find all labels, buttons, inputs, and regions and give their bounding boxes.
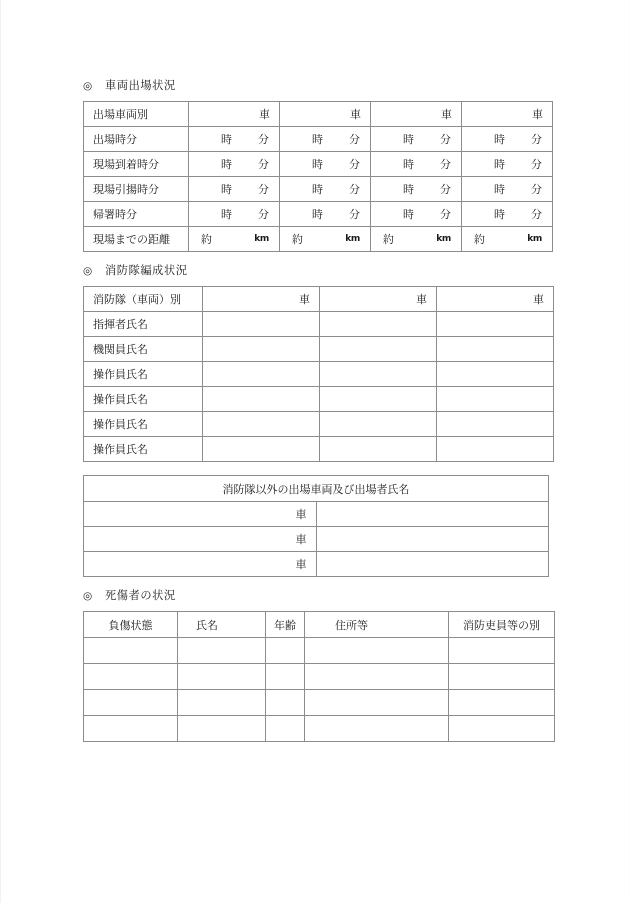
column-header-injury-state xyxy=(84,612,178,638)
minute-glyph: 分 xyxy=(349,183,360,196)
commander-name-input-3[interactable] xyxy=(437,312,554,337)
vehicle-marker-2: 車 xyxy=(295,533,307,546)
vehicle-marker-2: 車 xyxy=(416,293,427,306)
operator-name-input-2-3[interactable] xyxy=(437,387,554,412)
minute-glyph: 分 xyxy=(440,133,451,146)
row-label-operator-name-4: 操作員氏名 xyxy=(93,443,148,456)
table-header-row xyxy=(84,612,555,638)
time-pair xyxy=(280,131,370,147)
vehicle-marker-3: 車 xyxy=(533,293,544,306)
hour-glyph: 時 xyxy=(403,208,414,221)
distance-cell-1[interactable] xyxy=(189,227,280,252)
vehicle-marker-1: 車 xyxy=(259,108,270,121)
vehicle-cell-1[interactable] xyxy=(189,102,280,127)
hour-glyph: 時 xyxy=(494,133,505,146)
minute-glyph: 分 xyxy=(440,208,451,221)
time-pair xyxy=(462,156,552,172)
withdrawal-time-cell-3[interactable] xyxy=(371,177,462,202)
casualty-injury-state-input-3[interactable] xyxy=(84,690,178,716)
row-label-operator-name-3: 操作員氏名 xyxy=(93,418,148,431)
return-time-cell-4[interactable] xyxy=(462,202,553,227)
table-row xyxy=(84,437,554,462)
column-header-officer-category xyxy=(449,612,555,638)
casualty-address-input-1[interactable] xyxy=(305,638,449,664)
approx-glyph: 約 xyxy=(474,233,485,246)
withdrawal-time-cell-4[interactable] xyxy=(462,177,553,202)
time-pair xyxy=(189,131,279,147)
time-pair xyxy=(371,156,461,172)
casualty-age-input-3[interactable] xyxy=(266,690,305,716)
table-crew-organization xyxy=(83,286,554,462)
operator-name-input-4-2[interactable] xyxy=(320,437,437,462)
crew-unit-cell-2[interactable] xyxy=(320,287,437,312)
crew-unit-cell-3[interactable] xyxy=(437,287,554,312)
hour-glyph: 時 xyxy=(312,208,323,221)
table-row xyxy=(84,202,553,227)
column-header-label: 消防吏員等の別 xyxy=(463,618,540,632)
hour-glyph: 時 xyxy=(494,183,505,196)
dispatch-time-cell-3[interactable] xyxy=(371,127,462,152)
approx-glyph: 約 xyxy=(201,233,212,246)
other-vehicle-label-cell-2[interactable] xyxy=(84,527,317,552)
operator-name-input-2-2[interactable] xyxy=(320,387,437,412)
casualty-injury-state-input-1[interactable] xyxy=(84,638,178,664)
table-row xyxy=(84,412,554,437)
distance-pair xyxy=(189,231,279,247)
hour-glyph: 時 xyxy=(403,158,414,171)
operator-name-input-1-3[interactable] xyxy=(437,362,554,387)
section-title-text: 車両出場状況 xyxy=(105,79,176,92)
section-heading-casualties xyxy=(83,588,549,604)
table-row xyxy=(84,638,555,664)
row-label-cell xyxy=(84,152,189,177)
casualty-injury-state-input-2[interactable] xyxy=(84,664,178,690)
row-label-distance-to-scene: 現場までの距離 xyxy=(93,233,170,246)
casualty-name-input-1[interactable] xyxy=(178,638,266,664)
vehicle-marker-4: 車 xyxy=(532,108,543,121)
approx-glyph: 約 xyxy=(292,233,303,246)
table-row xyxy=(84,127,553,152)
minute-glyph: 分 xyxy=(258,158,269,171)
table-row xyxy=(84,227,553,252)
column-header-address xyxy=(305,612,449,638)
row-label-operator-name-1: 操作員氏名 xyxy=(93,368,148,381)
hour-glyph: 時 xyxy=(221,158,232,171)
minute-glyph: 分 xyxy=(531,183,542,196)
casualty-injury-state-input-4[interactable] xyxy=(84,716,178,742)
other-vehicle-name-input-3[interactable] xyxy=(316,552,549,577)
time-pair xyxy=(280,181,370,197)
casualty-officer-category-input-2[interactable] xyxy=(449,664,555,690)
return-time-cell-2[interactable] xyxy=(280,202,371,227)
row-label-cell xyxy=(84,287,203,312)
distance-pair xyxy=(462,231,552,247)
column-header-label: 住所等 xyxy=(335,618,368,632)
casualty-address-input-4[interactable] xyxy=(305,716,449,742)
time-pair xyxy=(462,181,552,197)
dispatch-time-cell-1[interactable] xyxy=(189,127,280,152)
other-vehicle-name-input-2[interactable] xyxy=(316,527,549,552)
engineer-name-input-1[interactable] xyxy=(203,337,320,362)
crew-unit-cell-1[interactable] xyxy=(203,287,320,312)
minute-glyph: 分 xyxy=(258,208,269,221)
row-label-dispatch-time: 出場時分 xyxy=(93,133,137,146)
casualty-officer-category-input-3[interactable] xyxy=(449,690,555,716)
other-vehicle-label-cell-1[interactable] xyxy=(84,502,317,527)
column-header-label: 負傷状態 xyxy=(108,618,153,632)
casualty-age-input-4[interactable] xyxy=(266,716,305,742)
vehicle-cell-3[interactable] xyxy=(371,102,462,127)
table-row xyxy=(84,102,553,127)
vehicle-cell-4[interactable] xyxy=(462,102,553,127)
minute-glyph: 分 xyxy=(258,133,269,146)
hour-glyph: 時 xyxy=(221,208,232,221)
arrival-time-cell-3[interactable] xyxy=(371,152,462,177)
section-title-text: 消防隊編成状況 xyxy=(105,264,188,277)
time-pair xyxy=(371,181,461,197)
operator-name-input-1-1[interactable] xyxy=(203,362,320,387)
operator-name-input-3-2[interactable] xyxy=(320,412,437,437)
row-label-cell xyxy=(84,102,189,127)
table-row xyxy=(84,716,555,742)
dispatch-time-cell-2[interactable] xyxy=(280,127,371,152)
section-title-text: 死傷者の状況 xyxy=(105,589,176,602)
dispatch-time-cell-4[interactable] xyxy=(462,127,553,152)
column-header-name xyxy=(178,612,266,638)
time-pair xyxy=(462,131,552,147)
time-pair xyxy=(280,156,370,172)
operator-name-input-3-1[interactable] xyxy=(203,412,320,437)
distance-pair xyxy=(371,231,461,247)
row-label-cell xyxy=(84,202,189,227)
withdrawal-time-cell-1[interactable] xyxy=(189,177,280,202)
vehicle-marker-2: 車 xyxy=(350,108,361,121)
row-label-operator-name-2: 操作員氏名 xyxy=(93,393,148,406)
other-vehicles-title: 消防隊以外の出場車両及び出場者氏名 xyxy=(222,482,410,496)
row-label-return-time: 帰署時分 xyxy=(93,208,137,221)
operator-name-input-4-3[interactable] xyxy=(437,437,554,462)
engineer-name-input-3[interactable] xyxy=(437,337,554,362)
time-pair xyxy=(371,131,461,147)
row-label-cell xyxy=(84,312,203,337)
return-time-cell-3[interactable] xyxy=(371,202,462,227)
arrival-time-cell-4[interactable] xyxy=(462,152,553,177)
hour-glyph: 時 xyxy=(494,158,505,171)
row-label-arrival-time: 現場到着時分 xyxy=(93,158,159,171)
vehicle-cell-2[interactable] xyxy=(280,102,371,127)
minute-glyph: 分 xyxy=(531,208,542,221)
table-row xyxy=(84,177,553,202)
column-header-age xyxy=(266,612,305,638)
distance-cell-4[interactable] xyxy=(462,227,553,252)
minute-glyph: 分 xyxy=(349,158,360,171)
column-header-label: 氏名 xyxy=(196,618,218,632)
casualty-name-input-4[interactable] xyxy=(178,716,266,742)
table-row xyxy=(84,312,554,337)
distance-cell-3[interactable] xyxy=(371,227,462,252)
time-pair xyxy=(189,206,279,222)
column-header-label: 年齢 xyxy=(274,618,296,632)
row-label-cell xyxy=(84,227,189,252)
row-label-cell xyxy=(84,362,203,387)
operator-name-input-1-2[interactable] xyxy=(320,362,437,387)
section-marker-icon: ◎ xyxy=(83,590,93,602)
table-row xyxy=(84,152,553,177)
casualty-age-input-1[interactable] xyxy=(266,638,305,664)
table-row xyxy=(84,287,554,312)
section-heading-crew-organization xyxy=(83,263,549,279)
other-vehicle-name-input-1[interactable] xyxy=(316,502,549,527)
casualty-name-input-2[interactable] xyxy=(178,664,266,690)
vehicle-marker-3: 車 xyxy=(295,558,307,571)
engineer-name-input-2[interactable] xyxy=(320,337,437,362)
casualty-age-input-2[interactable] xyxy=(266,664,305,690)
row-label-withdrawal-time: 現場引揚時分 xyxy=(93,183,159,196)
hour-glyph: 時 xyxy=(312,183,323,196)
arrival-time-cell-2[interactable] xyxy=(280,152,371,177)
minute-glyph: 分 xyxy=(440,158,451,171)
table-row xyxy=(84,502,549,527)
vehicle-marker-1: 車 xyxy=(295,508,307,521)
casualty-officer-category-input-1[interactable] xyxy=(449,638,555,664)
minute-glyph: 分 xyxy=(531,133,542,146)
row-label-engineer-name: 機関員氏名 xyxy=(93,343,148,356)
hour-glyph: 時 xyxy=(312,158,323,171)
casualty-officer-category-input-4[interactable] xyxy=(449,716,555,742)
table-row xyxy=(84,387,554,412)
minute-glyph: 分 xyxy=(349,133,360,146)
table-row xyxy=(84,527,549,552)
row-label-cell xyxy=(84,177,189,202)
distance-unit: km xyxy=(527,234,542,244)
commander-name-input-1[interactable] xyxy=(203,312,320,337)
table-row xyxy=(84,337,554,362)
table-row xyxy=(84,664,555,690)
casualty-name-input-3[interactable] xyxy=(178,690,266,716)
distance-pair xyxy=(280,231,370,247)
row-label-dispatch-vehicle-type: 出場車両別 xyxy=(93,108,148,121)
other-vehicles-title-cell xyxy=(84,476,549,502)
vehicle-marker-1: 車 xyxy=(299,293,310,306)
distance-unit: km xyxy=(254,234,269,244)
table-row xyxy=(84,476,549,502)
section-heading-vehicle-dispatch xyxy=(83,78,549,94)
hour-glyph: 時 xyxy=(494,208,505,221)
operator-name-input-2-1[interactable] xyxy=(203,387,320,412)
row-label-commander-name: 指揮者氏名 xyxy=(93,318,148,331)
vehicle-marker-3: 車 xyxy=(441,108,452,121)
section-marker-icon: ◎ xyxy=(83,80,93,92)
table-other-vehicles xyxy=(83,475,549,577)
section-marker-icon: ◎ xyxy=(83,265,93,277)
table-casualties xyxy=(83,611,555,742)
table-row xyxy=(84,690,555,716)
row-label-cell xyxy=(84,437,203,462)
time-pair xyxy=(189,156,279,172)
minute-glyph: 分 xyxy=(531,158,542,171)
distance-unit: km xyxy=(345,234,360,244)
withdrawal-time-cell-2[interactable] xyxy=(280,177,371,202)
row-label-cell xyxy=(84,387,203,412)
time-pair xyxy=(371,206,461,222)
time-pair xyxy=(280,206,370,222)
operator-name-input-4-1[interactable] xyxy=(203,437,320,462)
casualty-address-input-2[interactable] xyxy=(305,664,449,690)
hour-glyph: 時 xyxy=(221,133,232,146)
arrival-time-cell-1[interactable] xyxy=(189,152,280,177)
approx-glyph: 約 xyxy=(383,233,394,246)
row-label-cell xyxy=(84,337,203,362)
row-label-crew-unit-type: 消防隊（車両）別 xyxy=(93,293,181,306)
time-pair xyxy=(462,206,552,222)
minute-glyph: 分 xyxy=(258,183,269,196)
return-time-cell-1[interactable] xyxy=(189,202,280,227)
other-vehicle-label-cell-3[interactable] xyxy=(84,552,317,577)
minute-glyph: 分 xyxy=(349,208,360,221)
table-row xyxy=(84,362,554,387)
table-row xyxy=(84,552,549,577)
casualty-address-input-3[interactable] xyxy=(305,690,449,716)
row-label-cell xyxy=(84,412,203,437)
hour-glyph: 時 xyxy=(403,183,414,196)
minute-glyph: 分 xyxy=(440,183,451,196)
hour-glyph: 時 xyxy=(221,183,232,196)
hour-glyph: 時 xyxy=(403,133,414,146)
distance-cell-2[interactable] xyxy=(280,227,371,252)
form-content xyxy=(83,78,549,742)
distance-unit: km xyxy=(436,234,451,244)
operator-name-input-3-3[interactable] xyxy=(437,412,554,437)
time-pair xyxy=(189,181,279,197)
row-label-cell xyxy=(84,127,189,152)
hour-glyph: 時 xyxy=(312,133,323,146)
table-vehicle-dispatch xyxy=(83,101,553,252)
commander-name-input-2[interactable] xyxy=(320,312,437,337)
